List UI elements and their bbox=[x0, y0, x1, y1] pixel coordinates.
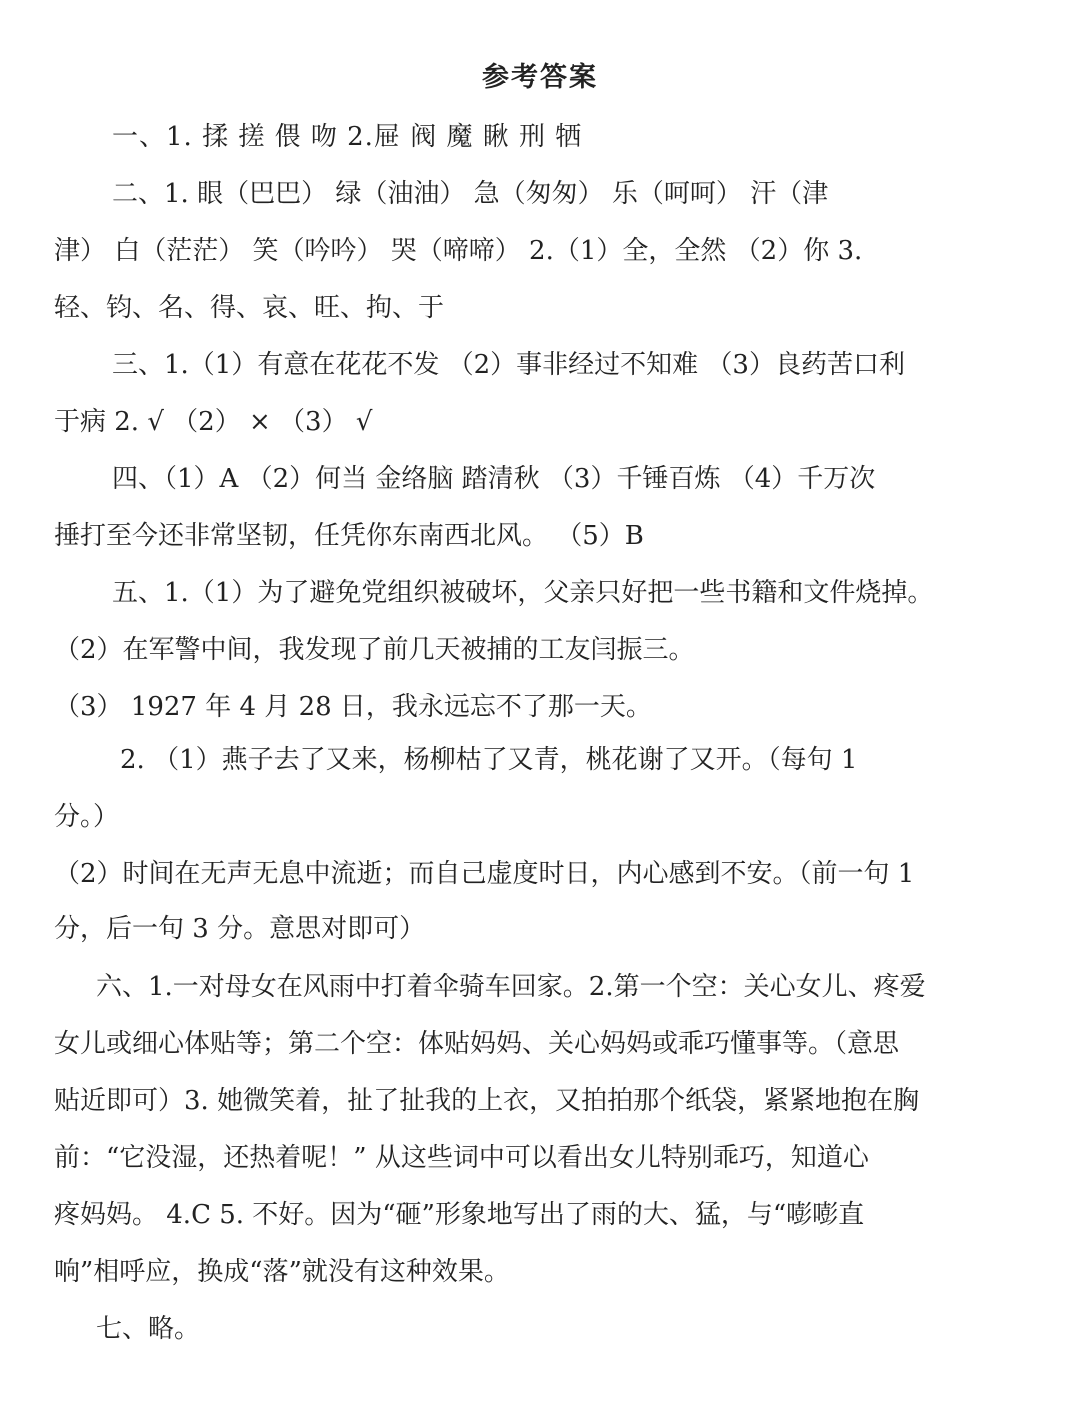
text-line: 女儿或细心体贴等；第二个空：体贴妈妈、关心妈妈或乖巧懂事等。（意思 bbox=[54, 1029, 900, 1059]
text-line: 前：“它没湿，还热着呢！” 从这些词中可以看出女儿特别乖巧，知道心 bbox=[54, 1143, 869, 1173]
text-line: 一、1. 揉 搓 偎 吻 2.屉 阀 魔 瞅 刑 牺 bbox=[112, 122, 583, 152]
text-line: 于病 2. √ （2） × （3） √ bbox=[54, 407, 373, 437]
text-line: 五、1.（1）为了避免党组织被破坏，父亲只好把一些书籍和文件烧掉。 bbox=[112, 578, 934, 608]
text-line: 津） 白（茫茫） 笑（吟吟） 哭（啼啼） 2.（1）全，全然 （2）你 3. bbox=[54, 236, 863, 266]
text-line: （3） 1927 年 4 月 28 日，我永远忘不了那一天。 bbox=[54, 692, 652, 722]
text-line: 三、1.（1）有意在花花不发 （2）事非经过不知难 （3）良药苦口利 bbox=[112, 350, 905, 380]
text-line: 分，后一句 3 分。意思对即可） bbox=[54, 914, 426, 944]
text-line: 疼妈妈。 4.C 5. 不好。因为“砸”形象地写出了雨的大、猛，与“嘭嘭直 bbox=[54, 1200, 865, 1230]
text-line: 七、略。 bbox=[96, 1314, 201, 1344]
text-line: 响”相呼应，换成“落”就没有这种效果。 bbox=[54, 1257, 510, 1287]
text-line: 四、（1）A （2）何当 金络脑 踏清秋 （3）千锤百炼 （4）千万次 bbox=[112, 464, 876, 494]
text-line: 轻、钧、名、得、哀、旺、拘、于 bbox=[54, 293, 445, 323]
page-title: 参考答案 bbox=[482, 62, 598, 93]
text-line: 2. （1）燕子去了又来，杨柳枯了又青，桃花谢了又开。（每句 1 bbox=[120, 745, 858, 775]
text-line: 贴近即可）3. 她微笑着，扯了扯我的上衣，又拍拍那个纸袋，紧紧地抱在胸 bbox=[54, 1086, 920, 1116]
text-line: （2）时间在无声无息中流逝；而自己虚度时日，内心感到不安。（前一句 1 bbox=[54, 859, 915, 889]
text-line: 捶打至今还非常坚韧，任凭你东南西北风。 （5）B bbox=[54, 521, 644, 551]
text-line: 二、1. 眼（巴巴） 绿（油油） 急（匆匆） 乐（呵呵） 汗（津 bbox=[112, 179, 829, 209]
text-line: 分。） bbox=[54, 802, 120, 832]
text-line: 六、1.一对母女在风雨中打着伞骑车回家。2.第一个空：关心女儿、疼爱 bbox=[96, 972, 926, 1002]
text-line: （2）在军警中间，我发现了前几天被捕的工友闫振三。 bbox=[54, 635, 695, 665]
